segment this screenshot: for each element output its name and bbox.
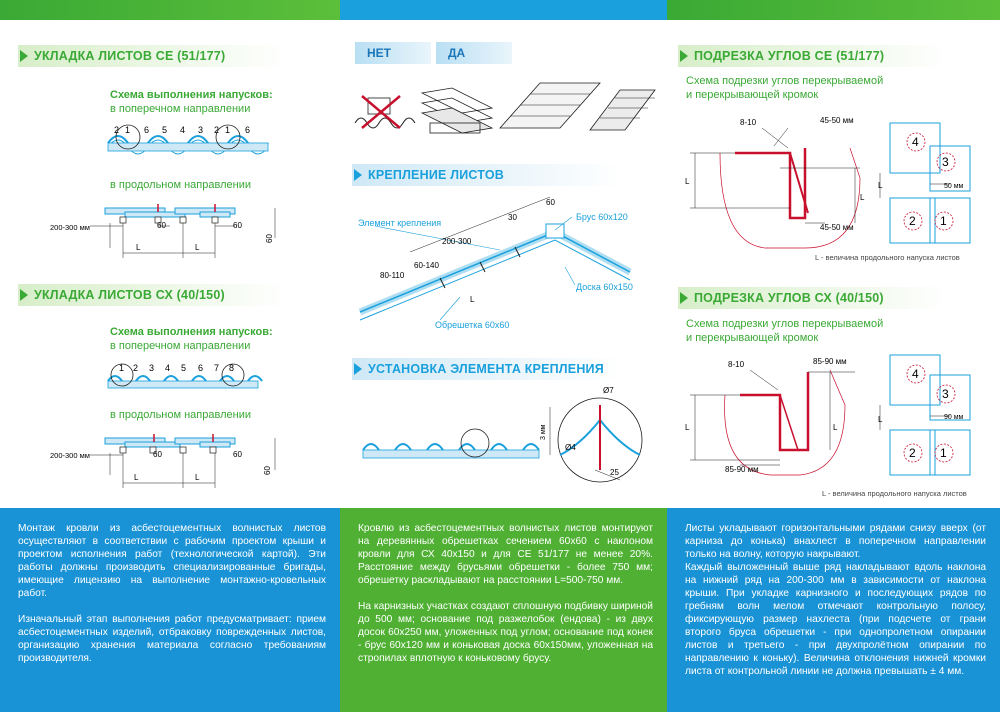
dim-L: L <box>470 295 475 304</box>
dim-overlap: 200-300 мм <box>50 223 90 232</box>
ce-longitudinal-diagram <box>50 198 290 268</box>
sheet-4: 4 <box>912 367 919 381</box>
cx-scheme-title: Схема выполнения напусков: <box>110 326 273 338</box>
heading-text: УКЛАДКА ЛИСТОВ СЕ (51/177) <box>34 49 226 63</box>
cx-longitudinal-caption: в продольном направлении <box>110 409 251 421</box>
arrow-right-icon <box>354 169 362 181</box>
correct-incorrect-illustration <box>350 68 660 158</box>
dim-60-vertical: 60 <box>265 234 274 243</box>
cx-cut-desc-1: Схема подрезки углов перекрываемой <box>686 318 884 330</box>
dim-60: 60 <box>546 198 555 207</box>
sheet-3: 3 <box>942 155 949 169</box>
ce-cross-overlap-diagram <box>100 115 270 160</box>
ce-num: 2 <box>114 125 120 135</box>
dim-L: L <box>134 473 139 482</box>
dim-L: L <box>195 243 200 252</box>
dim-L: L <box>878 181 883 190</box>
arrow-right-icon <box>680 292 688 304</box>
ce-num: 5 <box>162 125 168 135</box>
dim-L: L <box>136 243 141 252</box>
left-paragraph-1: Монтаж кровли из асбестоцементных волнистых листов осуществляют в соответствии с рабочим проектом крыши и проектом исполнения работ (технологической картой). Эти работы должны производить специализированные бригады, имеющие лицензию на выполнение монтажно-кровельных работ. <box>18 523 326 599</box>
dim-45-50: 45-50 мм <box>820 116 854 125</box>
ce-num: 1 <box>125 125 131 135</box>
fastening-diagram <box>350 192 660 337</box>
bottom-panel-left <box>0 508 340 712</box>
ce-corner-cut-diagram <box>680 108 875 253</box>
cx-cut-desc-2: и перекрывающей кромок <box>686 332 819 344</box>
cx-cut-desc <box>686 317 883 345</box>
top-strip-green-right <box>667 0 1000 20</box>
right-paragraph-2: Каждый выложенный выше ряд накладывают вдоль наклона на нижний ряд на 200-300 мм в зависимости от наклона крыши. При укладке карнизного и последующих рядов по гребням волн мелом отмечают контрольную полосу, фиксирующую размер нахлеста (при подсчете от грани второго бруса обрешетки - при однопролетном опирании листов и третьего - при двухпролётном опирании по направлению к коньку). Величина отклонения нижней кромки листа от контрольной линии не должна превышать ± 4 мм. <box>685 562 986 677</box>
cx-num: 1 <box>119 363 125 373</box>
ce-num: 3 <box>198 125 204 135</box>
ce-num: 6 <box>245 125 251 135</box>
sheet-3: 3 <box>942 387 949 401</box>
dim-60: 60 <box>233 221 242 230</box>
heading-text: ПОДРЕЗКА УГЛОВ СХ (40/150) <box>694 291 884 305</box>
ce-cut-desc <box>686 74 883 102</box>
dim-90mm: 90 мм <box>944 414 964 421</box>
dim-85-90: 85-90 мм <box>813 357 847 366</box>
label-batten: Обрешетка 60х60 <box>435 320 510 330</box>
ce-num: 6 <box>144 125 150 135</box>
ce-scheme-caption <box>110 88 273 116</box>
bottom-panel-middle <box>340 508 667 712</box>
cx-num: 3 <box>149 363 155 373</box>
sheet-2: 2 <box>909 214 916 228</box>
heading-cx-cutting <box>678 287 978 309</box>
dim-d7: Ø7 <box>603 386 614 395</box>
mid-paragraph-1: Кровлю из асбестоцементных волнистых листов монтируют на деревянных обрешетках сечением 60х60 с наклоном кровли для СХ 40х150 и для СЕ 51/177 не менее 20%. Расстояние между брусьями обрешетки - более 750 мм; обрешетку раскладывают на расстоянии L=500-750 мм. <box>358 523 653 586</box>
cx-cross-overlap-diagram <box>100 355 270 400</box>
tab-no: НЕТ <box>355 42 431 64</box>
cx-num: 2 <box>133 363 139 373</box>
cx-num: 7 <box>214 363 220 373</box>
ce-num: 2 <box>214 125 220 135</box>
arrow-right-icon <box>680 50 688 62</box>
cx-num: 4 <box>165 363 171 373</box>
dim-overlap: 200-300 мм <box>50 451 90 460</box>
dim-60: 60 <box>153 450 162 459</box>
ce-cut-desc-1: Схема подрезки углов перекрываемой <box>686 75 884 87</box>
arrow-right-icon <box>354 363 362 375</box>
dim-25: 25 <box>610 468 619 477</box>
label-bar: Брус 60х120 <box>576 212 628 222</box>
dim-85-90: 85-90 мм <box>725 465 759 474</box>
dim-L: L <box>878 415 883 424</box>
install-diagram <box>355 385 660 485</box>
cx-scheme-caption <box>110 325 273 353</box>
heading-ce-laying <box>18 45 318 67</box>
dim-200-300: 200-300 <box>442 237 472 246</box>
dim-L: L <box>195 473 200 482</box>
dim-30: 30 <box>508 213 517 222</box>
tab-yes: ДА <box>436 42 512 64</box>
cx-corner-cut-diagram <box>680 350 875 480</box>
ce-longitudinal-caption: в продольном направлении <box>110 179 251 191</box>
dim-60-140: 60-140 <box>414 261 439 270</box>
dim-L: L <box>685 177 690 186</box>
arrow-right-icon <box>20 289 28 301</box>
heading-text: УСТАНОВКА ЭЛЕМЕНТА КРЕПЛЕНИЯ <box>368 362 604 376</box>
dim-L: L <box>860 193 865 202</box>
dim-d4: Ø4 <box>565 443 576 452</box>
cx-num: 8 <box>229 363 235 373</box>
ce-cut-desc-2: и перекрывающей кромок <box>686 89 819 101</box>
heading-text: УКЛАДКА ЛИСТОВ СХ (40/150) <box>34 288 225 302</box>
dim-L: L <box>685 423 690 432</box>
cx-sheets-layout <box>878 350 978 480</box>
label-board: Доска 60х150 <box>576 282 633 292</box>
cx-longitudinal-diagram <box>50 430 290 495</box>
mid-paragraph-2: На карнизных участках создают сплошную подбивку шириной до 500 мм; основание под разжелобок (ендова) - из двух досок 60х250 мм, уложенных под углом; основание под конек - брус 60х120 мм и коньковая доска 60х150мм, уложенная на стропилах вплотную к коньковому брусу. <box>358 601 653 664</box>
dim-L: L <box>833 423 838 432</box>
ce-scheme-cross: в поперечном направлении <box>110 103 251 115</box>
dim-60: 60 <box>233 450 242 459</box>
sheet-1: 1 <box>940 446 947 460</box>
ce-num: 4 <box>180 125 186 135</box>
top-strip-blue <box>340 0 667 20</box>
sheet-1: 1 <box>940 214 947 228</box>
ce-note: L - величина продольного напуска листов <box>815 253 960 262</box>
top-strip-green-left <box>0 0 340 20</box>
heading-install <box>352 358 652 380</box>
sheet-2: 2 <box>909 446 916 460</box>
cx-note: L - величина продольного напуска листов <box>822 489 967 498</box>
heading-fastening <box>352 164 652 186</box>
bottom-panel-right <box>667 508 1000 712</box>
label-fastening-element: Элемент крепления <box>358 218 442 228</box>
dim-8-10: 8-10 <box>740 118 757 127</box>
dim-3mm: 3 мм <box>540 424 547 440</box>
heading-text: ПОДРЕЗКА УГЛОВ СЕ (51/177) <box>694 49 885 63</box>
cx-num: 6 <box>198 363 204 373</box>
cx-num: 5 <box>181 363 187 373</box>
heading-ce-cutting <box>678 45 978 67</box>
sheet-4: 4 <box>912 135 919 149</box>
dim-80-110: 80-110 <box>380 271 405 280</box>
ce-sheets-layout <box>878 118 978 248</box>
ce-scheme-title: Схема выполнения напусков: <box>110 89 273 101</box>
dim-8-10: 8-10 <box>728 360 745 369</box>
cx-scheme-cross: в поперечном направлении <box>110 340 251 352</box>
left-paragraph-2: Изначальный этап выполнения работ предусматривает: прием асбестоцементных изделий, отбраковку поврежденных листов, организацию хранения материала согласно требованиям производителя. <box>18 614 326 664</box>
dim-50mm: 50 мм <box>944 183 964 190</box>
ce-num: 1 <box>225 125 231 135</box>
dim-60-vertical: 60 <box>263 466 272 475</box>
dim-45-50: 45-50 мм <box>820 223 854 232</box>
arrow-right-icon <box>20 50 28 62</box>
dim-60: 60 <box>157 221 166 230</box>
heading-cx-laying <box>18 284 318 306</box>
heading-text: КРЕПЛЕНИЕ ЛИСТОВ <box>368 168 504 182</box>
right-paragraph-1: Листы укладывают горизонтальными рядами снизу вверх (от карниза до конька) внахлест в поперечном направлении только на волну, которую накрывают. <box>685 523 986 560</box>
